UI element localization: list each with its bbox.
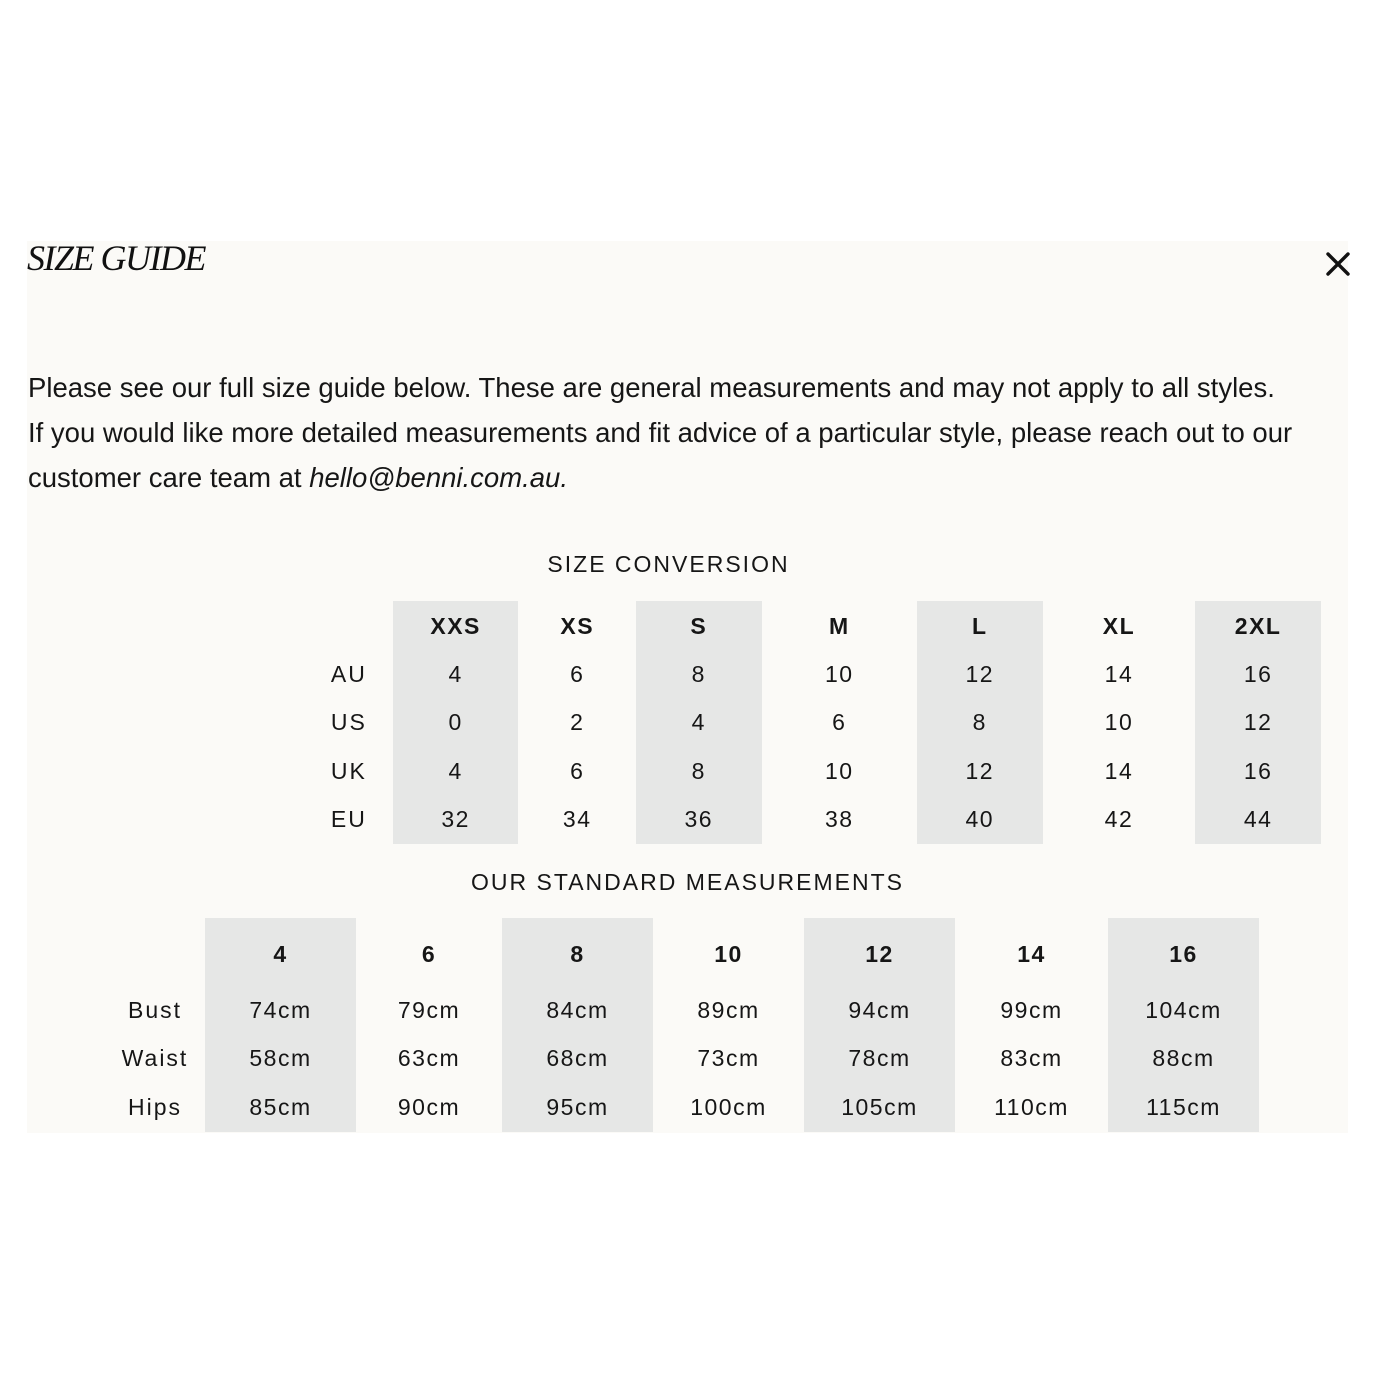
table-cell: 8 <box>917 699 1043 748</box>
size-guide-modal <box>27 238 1348 1133</box>
table-cell: 12 <box>1195 699 1321 748</box>
table-cell: 88cm <box>1108 1035 1259 1084</box>
table-cell: 40 <box>917 796 1043 845</box>
table-cell: 63cm <box>397 1045 461 1072</box>
table-cell: 42 <box>1104 806 1134 833</box>
table-cell: 10 <box>825 757 854 784</box>
table-cell: 99cm <box>1000 996 1063 1023</box>
table-cell: 6 <box>832 709 847 736</box>
table-cell: 4 <box>393 650 519 699</box>
size-header: XXS <box>393 601 519 650</box>
intro-text <box>28 365 1338 500</box>
row-label: Hips <box>127 1093 182 1120</box>
row-label: EU <box>330 806 367 833</box>
size-header: L <box>917 601 1043 650</box>
size-header: 12 <box>804 918 955 986</box>
table-cell: 10 <box>1104 709 1134 736</box>
table-cell: 74cm <box>205 986 356 1035</box>
corner-cell <box>305 601 393 650</box>
table-cell: 8 <box>636 650 762 699</box>
row-label: Waist <box>121 1045 189 1072</box>
table-cell: 12 <box>917 650 1043 699</box>
table-row <box>305 796 1321 845</box>
table-row <box>305 650 1321 699</box>
table-cell: 2 <box>570 709 585 736</box>
table-row <box>105 986 1259 1035</box>
standard-measurements-table <box>105 918 1259 1132</box>
row-label: Bust <box>127 996 183 1023</box>
table-cell: 0 <box>393 699 519 748</box>
table-cell: 38 <box>825 806 854 833</box>
table-row <box>305 747 1321 796</box>
size-header: 10 <box>714 940 743 967</box>
size-conversion-title: SIZE CONVERSION <box>547 551 790 577</box>
table-header-row <box>105 918 1259 986</box>
table-cell: 10 <box>825 660 854 687</box>
standard-measurements-title: OUR STANDARD MEASUREMENTS <box>471 869 904 895</box>
table-cell: 89cm <box>697 996 760 1023</box>
modal-title: SIZE GUIDE <box>27 238 205 278</box>
table-header-row <box>305 601 1321 650</box>
table-cell: 68cm <box>502 1035 653 1084</box>
table-cell: 36 <box>636 796 762 845</box>
table-cell: 12 <box>917 747 1043 796</box>
table-cell: 4 <box>393 747 519 796</box>
table-cell: 32 <box>393 796 519 845</box>
size-header: XL <box>1102 612 1136 639</box>
table-row <box>105 1083 1259 1132</box>
table-cell: 95cm <box>502 1083 653 1132</box>
intro-paragraph-2-text: If you would like more detailed measurements and fit advice of a particular style, please reach out to our customer care team at <box>28 417 1293 493</box>
table-cell: 79cm <box>397 996 461 1023</box>
close-icon <box>1323 249 1353 279</box>
size-header: 2XL <box>1195 601 1321 650</box>
table-cell: 14 <box>1104 757 1134 784</box>
size-header: 8 <box>502 918 653 986</box>
table-cell: 85cm <box>205 1083 356 1132</box>
table-cell: 34 <box>562 806 592 833</box>
size-header: M <box>828 612 850 639</box>
table-cell: 14 <box>1104 660 1134 687</box>
intro-paragraph-1: Please see our full size guide below. These are general measurements and may not apply to all styles. <box>28 372 1275 403</box>
corner-cell <box>105 918 205 986</box>
table-cell: 6 <box>570 757 585 784</box>
table-cell: 4 <box>636 699 762 748</box>
table-cell: 16 <box>1195 650 1321 699</box>
table-cell: 104cm <box>1108 986 1259 1035</box>
size-header: 4 <box>205 918 356 986</box>
table-cell: 84cm <box>502 986 653 1035</box>
table-cell: 44 <box>1195 796 1321 845</box>
table-cell: 90cm <box>397 1093 461 1120</box>
table-cell: 110cm <box>994 1093 1069 1120</box>
size-header: S <box>636 601 762 650</box>
size-header: 14 <box>1017 940 1046 967</box>
size-conversion-table <box>305 601 1321 844</box>
table-cell: 58cm <box>205 1035 356 1084</box>
size-header: XS <box>560 612 595 639</box>
table-cell: 105cm <box>804 1083 955 1132</box>
table-cell: 8 <box>636 747 762 796</box>
row-label: US <box>330 709 367 736</box>
table-cell: 94cm <box>804 986 955 1035</box>
table-cell: 78cm <box>804 1035 955 1084</box>
size-header: 16 <box>1108 918 1259 986</box>
customer-care-email-link[interactable]: hello@benni.com.au. <box>309 462 568 493</box>
table-cell: 83cm <box>1000 1045 1063 1072</box>
close-button[interactable] <box>1323 249 1353 279</box>
table-cell: 100cm <box>690 1093 767 1120</box>
intro-paragraph-2 <box>28 410 1338 500</box>
row-label: UK <box>330 757 367 784</box>
row-label: AU <box>330 660 367 687</box>
table-cell: 6 <box>570 660 585 687</box>
table-row <box>305 699 1321 748</box>
table-cell: 16 <box>1195 747 1321 796</box>
table-cell: 115cm <box>1108 1083 1259 1132</box>
table-cell: 73cm <box>697 1045 760 1072</box>
table-row <box>105 1035 1259 1084</box>
size-header: 6 <box>421 940 437 967</box>
